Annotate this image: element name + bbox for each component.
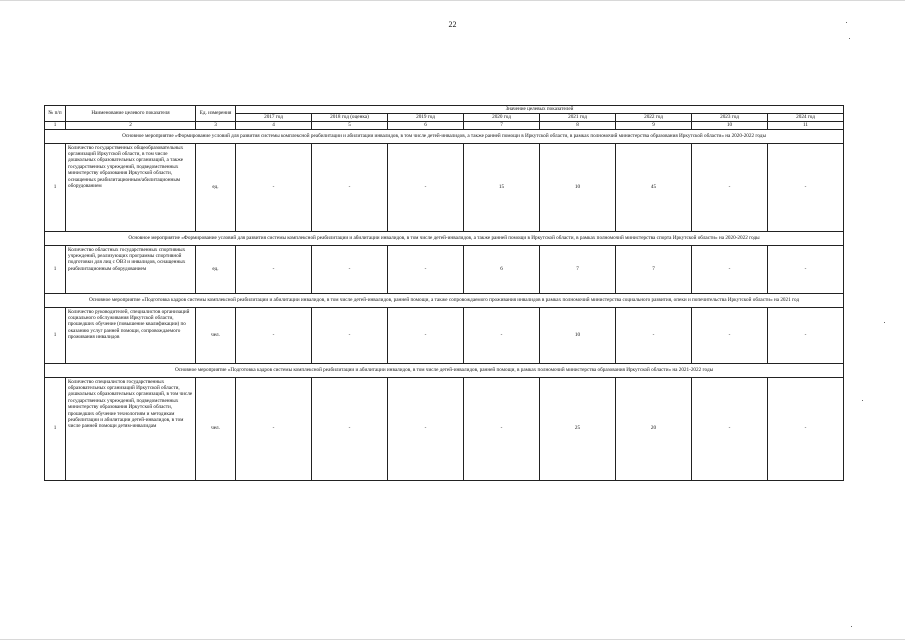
- value-cell: 7: [540, 245, 616, 293]
- value-cell: -: [464, 377, 540, 480]
- indicator-name: Количество руководителей, специалистов организаций социального обслуживания Иркутской области, прошедших обучение (повышение квалификации) по оказанию услуг ранней помощи, сопровождаемого проживания инвалидов: [66, 307, 196, 363]
- value-cell: 45: [616, 143, 692, 231]
- row-number: 1: [45, 143, 66, 231]
- value-cell: -: [768, 377, 844, 480]
- value-cell: -: [692, 143, 768, 231]
- value-cell: 10: [540, 307, 616, 363]
- value-cell: 7: [616, 245, 692, 293]
- value-cell: -: [768, 307, 844, 363]
- event-title: Основное мероприятие «Формирование условий для развития системы комплексной реабилитации и абилитации инвалидов, в том числе детей-инвалидов, а также ранней помощи в Иркутской области, в рамках полномочий министерства спорта Иркутской области» на 2020-2022 годы: [45, 231, 844, 245]
- value-cell: -: [692, 307, 768, 363]
- value-cell: -: [236, 307, 312, 363]
- table-row: [45, 307, 844, 363]
- event-title: Основное мероприятие «Формирование условий для развития системы комплексной реабилитации и абилитации инвалидов, в том числе детей-инвалидов, а также ранней помощи в Иркутской области, в рамках полномочий министерства образования Иркутской области» на 2020-2022 годы: [45, 129, 844, 143]
- value-cell: -: [312, 143, 388, 231]
- scan-speck: [846, 22, 847, 23]
- column-number: 6: [388, 122, 464, 130]
- column-number: 1: [45, 122, 66, 130]
- unit-cell: чел.: [196, 307, 236, 363]
- row-number: 1: [45, 307, 66, 363]
- value-cell: -: [388, 245, 464, 293]
- scan-speck: [851, 626, 852, 627]
- column-number: 2: [66, 122, 196, 130]
- header-year: 2020 год: [464, 114, 540, 122]
- column-number: 4: [236, 122, 312, 130]
- indicator-name: Количество специалистов государственных образовательных организаций Иркутской области, дошкольных образовательных организаций, в том числе государственных учреждений, подведомственных министерству образования Иркутской области, прошедших обучение технологиям и методикам реабилитации и абилитации детей-инвалидов, в том числе ранней помощи детям-инвалидам: [66, 377, 196, 480]
- value-cell: -: [312, 377, 388, 480]
- value-cell: -: [312, 307, 388, 363]
- value-cell: -: [236, 143, 312, 231]
- event-row: [45, 293, 844, 307]
- scan-speck: [862, 400, 863, 401]
- header-year: 2022 год: [616, 114, 692, 122]
- value-cell: 10: [540, 143, 616, 231]
- value-cell: -: [388, 307, 464, 363]
- column-numbers-row: [45, 122, 844, 130]
- table-row: [45, 245, 844, 293]
- scan-speck: [884, 322, 885, 323]
- header-values-group: Значение целевых показателей: [236, 106, 844, 114]
- event-row: [45, 129, 844, 143]
- column-number: 8: [540, 122, 616, 130]
- indicators-table: [44, 105, 844, 481]
- column-number: 11: [768, 122, 844, 130]
- value-cell: -: [388, 377, 464, 480]
- value-cell: -: [236, 377, 312, 480]
- value-cell: -: [236, 245, 312, 293]
- header-year: 2021 год: [540, 114, 616, 122]
- header-num: № п/п: [45, 106, 66, 122]
- table-row: [45, 377, 844, 480]
- unit-cell: ед.: [196, 245, 236, 293]
- scan-speck: [849, 38, 850, 39]
- value-cell: -: [768, 143, 844, 231]
- header-year: 2018 год (оценка): [312, 114, 388, 122]
- scan-edge-top: [0, 0, 905, 1]
- unit-cell: чел.: [196, 377, 236, 480]
- table-row: [45, 143, 844, 231]
- header-year: 2017 год: [236, 114, 312, 122]
- header-name: Наименование целевого показателя: [66, 106, 196, 122]
- row-number: 1: [45, 377, 66, 480]
- header-year: 2024 год: [768, 114, 844, 122]
- header-year: 2023 год: [692, 114, 768, 122]
- value-cell: -: [464, 307, 540, 363]
- indicator-name: Количество областных государственных спортивных учреждений, реализующих программы спортивной подготовки для лиц с ОВЗ и инвалидов, оснащенных реабилитационным оборудованием: [66, 245, 196, 293]
- value-cell: -: [768, 245, 844, 293]
- value-cell: -: [692, 377, 768, 480]
- event-title: Основное мероприятие «Подготовка кадров системы комплексной реабилитации и абилитации инвалидов, в том числе детей-инвалидов, ранней помощи, в рамках полномочий министерства образования Иркутской области» на 2021-2022 годы: [45, 363, 844, 377]
- column-number: 10: [692, 122, 768, 130]
- column-number: 9: [616, 122, 692, 130]
- value-cell: 15: [464, 143, 540, 231]
- indicator-name: Количество государственных общеобразовательных организаций Иркутской области, в том числе дошкольных образовательных организаций, а также государственных учреждений, подведомственных министерству образования Иркутской области, оснащенных реабилитационным/абилитационным оборудованием: [66, 143, 196, 231]
- event-row: [45, 231, 844, 245]
- header-year: 2019 год: [388, 114, 464, 122]
- value-cell: -: [312, 245, 388, 293]
- event-title: Основное мероприятие «Подготовка кадров системы комплексной реабилитации и абилитации инвалидов, в том числе детей-инвалидов, ранней помощи, а также сопровождаемого проживания инвалидов в рамках полномочий министерства социального развития, опеки и попечительства Иркутской области» на 2021 год: [45, 293, 844, 307]
- unit-cell: ед.: [196, 143, 236, 231]
- header-unit: Ед. измерения: [196, 106, 236, 122]
- column-number: 3: [196, 122, 236, 130]
- value-cell: 25: [540, 377, 616, 480]
- header-row-top: [45, 106, 844, 114]
- column-number: 7: [464, 122, 540, 130]
- value-cell: -: [388, 143, 464, 231]
- value-cell: -: [616, 307, 692, 363]
- event-row: [45, 363, 844, 377]
- value-cell: 6: [464, 245, 540, 293]
- column-number: 5: [312, 122, 388, 130]
- row-number: 1: [45, 245, 66, 293]
- value-cell: -: [692, 245, 768, 293]
- value-cell: 20: [616, 377, 692, 480]
- page-number: 22: [448, 20, 457, 29]
